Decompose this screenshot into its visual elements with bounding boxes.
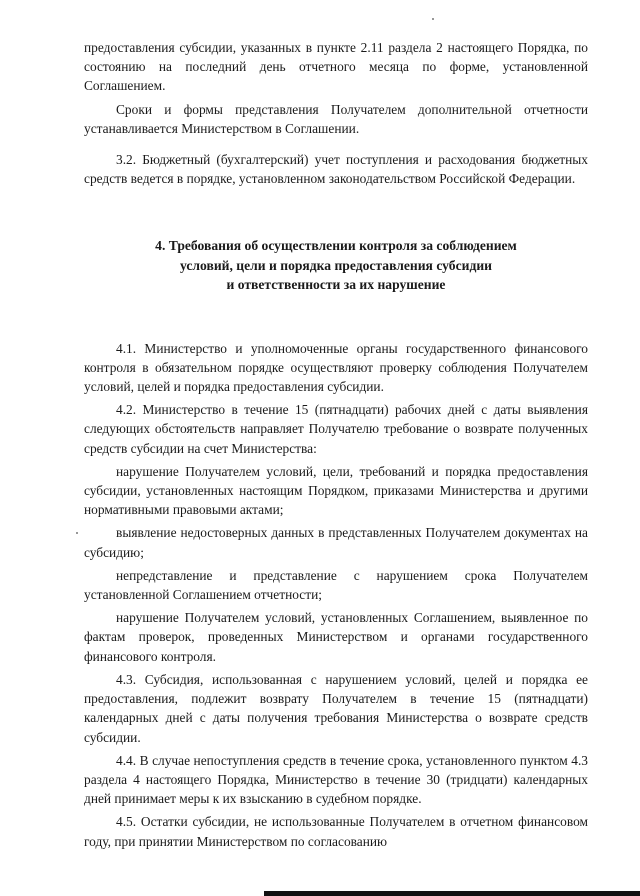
scan-edge-bar xyxy=(264,891,640,896)
paragraph-reporting-terms: Сроки и формы представления Получателем дополнительной отчетности устанавливается Министерством в Соглашении. xyxy=(84,101,588,136)
paragraph-4-1: 4.1. Министерство и уполномоченные органы государственного финансового контроля в обязательном порядке осуществляют проверку соблюдения Получателем условий, целей и порядка предоставления субсидии. xyxy=(84,340,588,395)
scan-speck xyxy=(432,18,434,20)
scan-speck xyxy=(76,532,78,534)
heading-line-1: 4. Требования об осуществлении контроля за соблюдением xyxy=(155,238,517,254)
list-item-audit: нарушение Получателем условий, установленных Соглашением, выявленное по фактам проверок, проведенных Министерством и органами государственного финансового контроля. xyxy=(84,610,588,664)
list-item-violation: нарушение Получателем условий, цели, требований и порядка предоставления субсидии, установленных настоящим Порядком, приказами Министерства и другими нормативными правовыми актами; xyxy=(84,463,588,518)
section-4-heading xyxy=(84,236,588,294)
paragraph-4-2: 4.2. Министерство в течение 15 (пятнадцати) рабочих дней с даты выявления следующих обстоятельств направляет Получателю требование о возврате полученных средств субсидии на счет Министерства: xyxy=(84,402,588,456)
heading-line-3: и ответственности за их нарушение xyxy=(226,277,446,293)
paragraph-4-4: 4.4. В случае непоступления средств в течение срока, установленного пунктом 4.3 раздела 4 настоящего Порядка, Министерство в течение 30 (тридцати) календарных дней принимает меры к их взысканию в судебном порядке. xyxy=(84,752,588,807)
list-item-reporting: непредставление и представление с нарушением срока Получателем установленной Соглашением отчетности; xyxy=(84,567,588,603)
paragraph-4-3: 4.3. Субсидия, использованная с нарушением условий, целей и порядка ее предоставления, подлежит возврату Получателем в течение 15 (пятнадцати) календарных дней с даты получения требования Министерства о возврате средств субсидии. xyxy=(84,671,588,745)
paragraph-4-5: 4.5. Остатки субсидии, не использованные Получателем в отчетном финансовом году, при принятии Министерством по согласованию xyxy=(84,814,588,849)
document-page xyxy=(84,38,588,851)
paragraph-continuation: предоставления субсидии, указанных в пункте 2.11 раздела 2 настоящего Порядка, по состоянию на последний день отчетного месяца по форме, установленной Соглашением. xyxy=(84,40,588,94)
list-item-false-data: выявление недостоверных данных в представленных Получателем документах на субсидию; xyxy=(84,525,588,560)
heading-line-2: условий, цели и порядка предоставления субсидии xyxy=(179,257,492,273)
paragraph-3-2: 3.2. Бюджетный (бухгалтерский) учет поступления и расходования бюджетных средств ведется в порядке, установленном законодательством Российской Федерации. xyxy=(84,152,588,187)
